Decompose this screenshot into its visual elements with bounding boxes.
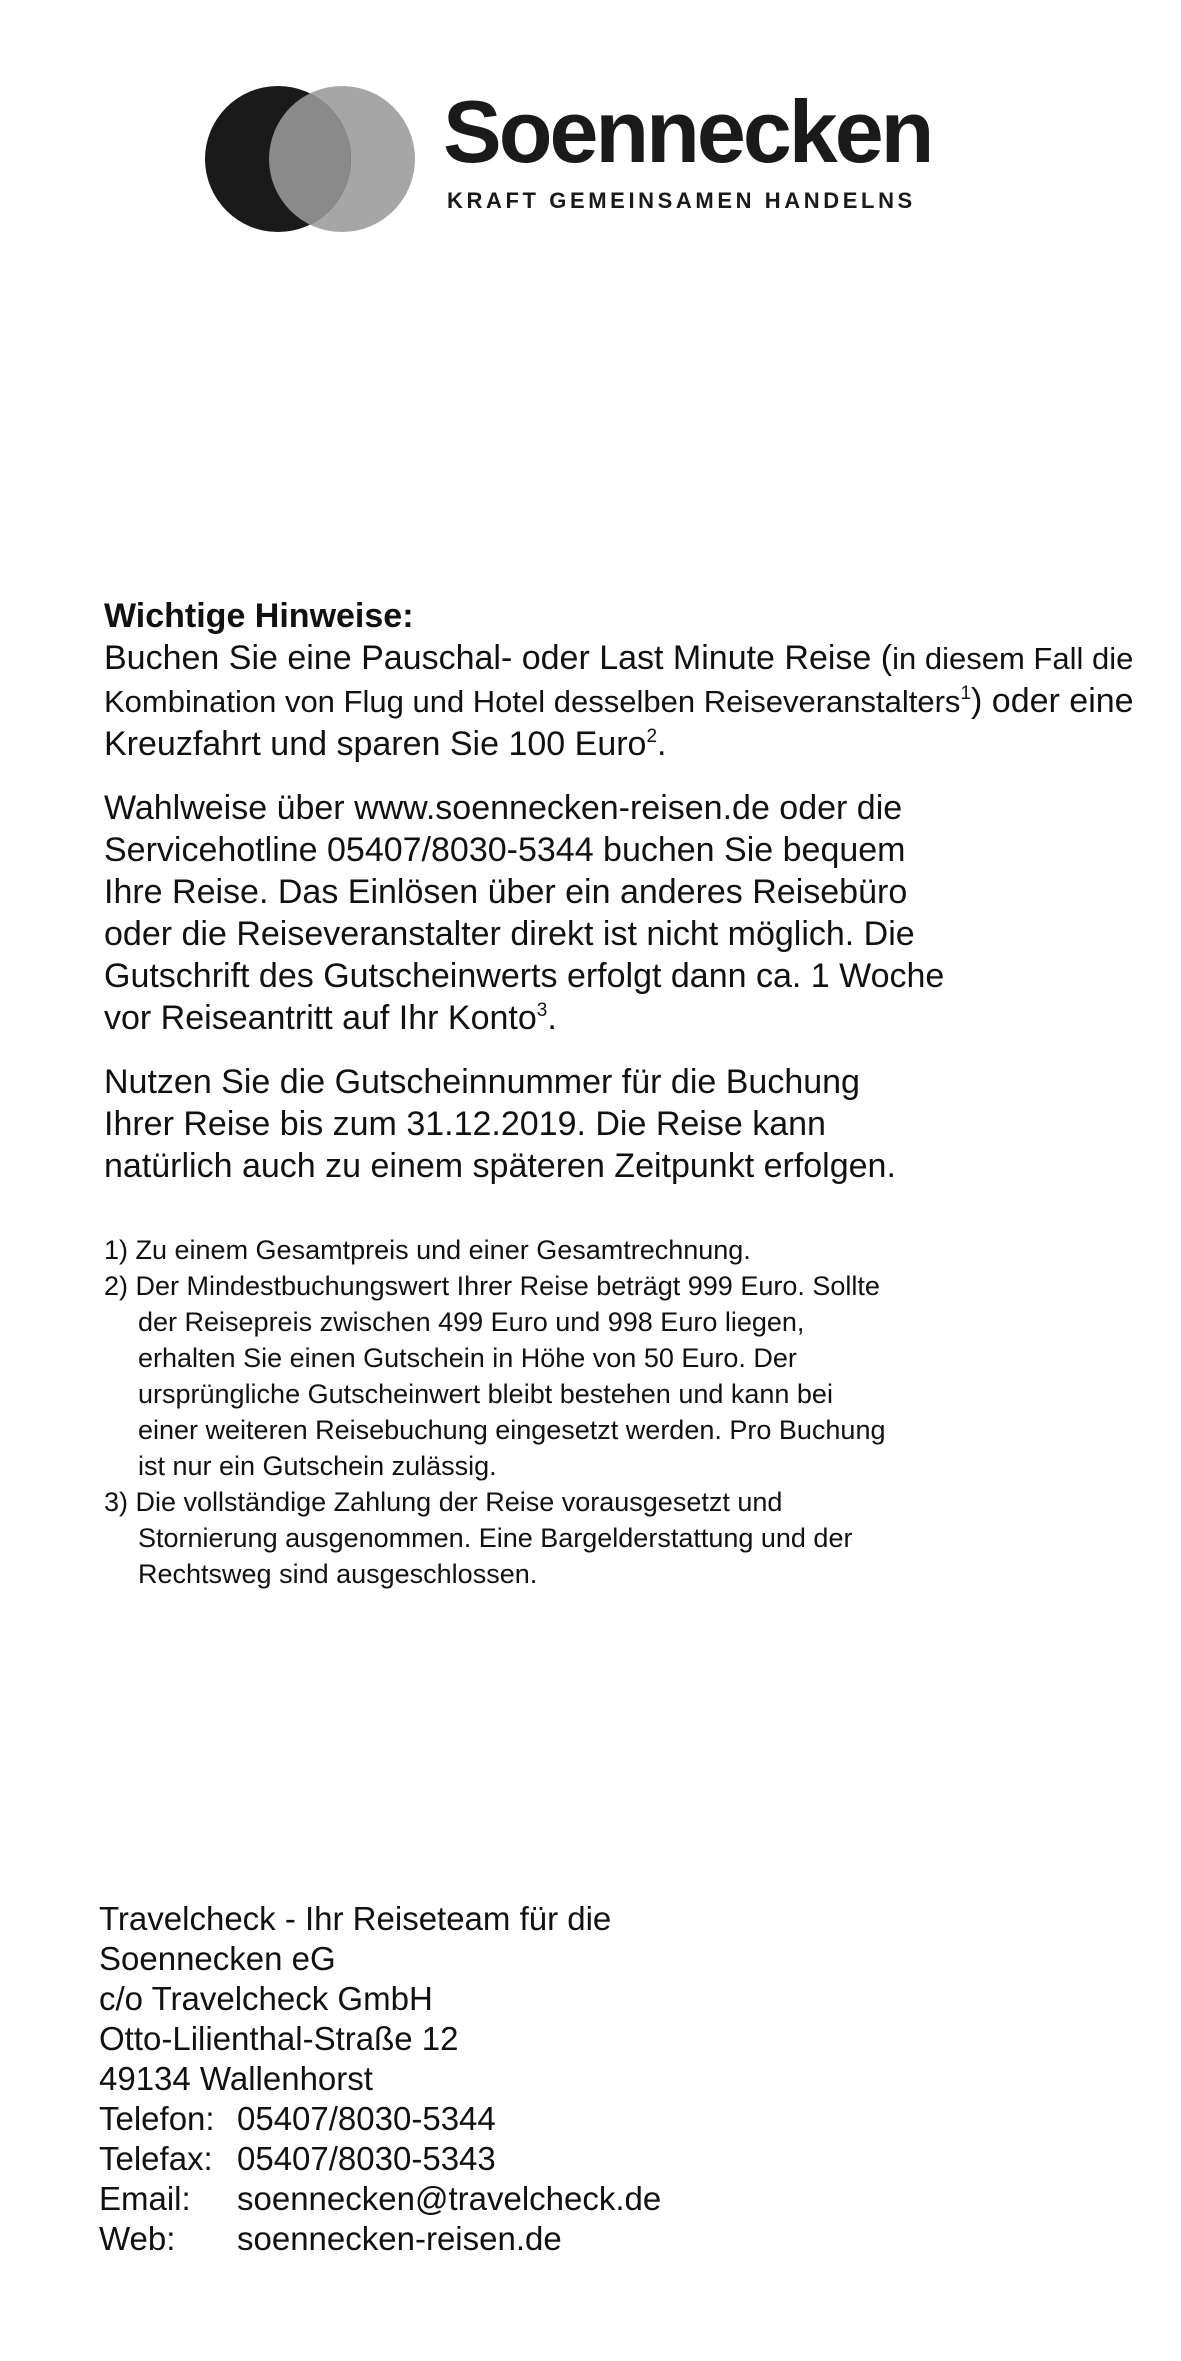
footnote-2: 2) Der Mindestbuchungswert Ihrer Reise beträgt 999 Euro. Sollte der Reisepreis zwischen 499 Euro und 998 Euro liegen, erhalten Sie einen Gutschein in Höhe von 50 Euro. Der ursprüngliche Gutscheinwert bleibt bestehen und kann bei einer weiteren Reisebuchung eingesetzt werden. Pro Buchung ist nur ein Gutschein zulässig. bbox=[104, 1271, 886, 1481]
footnote-ref-3: 3 bbox=[536, 1000, 548, 1021]
footnote-1: 1) Zu einem Gesamtpreis und einer Gesamtrechnung. bbox=[104, 1235, 751, 1265]
offer-text-cruise: oder eine Kreuzfahrt und sparen Sie 100 Euro bbox=[104, 682, 1134, 763]
contact-web-label: Web: bbox=[99, 2220, 176, 2257]
brand-name: Soennecken bbox=[443, 82, 932, 181]
soennecken-logo-icon bbox=[205, 86, 415, 232]
contact-web-value: soennecken-reisen.de bbox=[237, 2220, 562, 2257]
contact-web-row bbox=[99, 2219, 999, 2259]
footnote-ref-1: 1 bbox=[960, 683, 972, 704]
contact-email-row bbox=[99, 2179, 999, 2219]
footnote-3: 3) Die vollständige Zahlung der Reise vorausgesetzt und Stornierung ausgenommen. Eine Bargelderstattung und der Rechtsweg sind ausgeschlossen. bbox=[104, 1487, 853, 1589]
contact-line: Soennecken eG bbox=[99, 1940, 336, 1977]
contact-line: c/o Travelcheck GmbH bbox=[99, 1980, 433, 2017]
contact-phone-row bbox=[99, 2099, 999, 2139]
booking-text: Wahlweise über www.soennecken-reisen.de oder die Servicehotline 05407/8030-5344 buchen Sie bequem Ihre Reise. Das Einlösen über ein anderes Reisebüro oder die Reiseveranstalter direkt ist nicht möglich. Die Gutschrift des Gutscheinwerts erfolgt dann ca. 1 Woche vor Reiseantritt auf Ihr Konto bbox=[104, 789, 945, 1037]
contact-fax-row bbox=[99, 2139, 999, 2179]
notes-paragraph-booking bbox=[104, 787, 964, 1039]
contact-phone-label: Telefon: bbox=[99, 2100, 215, 2137]
brand-logo bbox=[205, 82, 945, 232]
contact-email-label: Email: bbox=[99, 2180, 191, 2217]
booking-text-end: . bbox=[547, 999, 557, 1037]
notes-heading: Wichtige Hinweise: bbox=[104, 597, 414, 635]
contact-block bbox=[99, 1899, 999, 2259]
important-notes bbox=[104, 595, 1179, 1187]
offer-text-condition: in diesem Fall die Kombination von Flug und Hotel desselben Reiseveranstalters bbox=[104, 641, 1134, 719]
contact-address-street: Otto-Lilienthal-Straße 12 bbox=[99, 2020, 459, 2057]
notes-paragraph-offer bbox=[104, 637, 1179, 765]
contact-line: Travelcheck - Ihr Reiseteam für die bbox=[99, 1900, 612, 1937]
offer-text-paren: ) bbox=[971, 682, 983, 720]
contact-fax-label: Telefax: bbox=[99, 2140, 213, 2177]
contact-fax-value: 05407/8030-5343 bbox=[237, 2140, 496, 2177]
footnote-ref-2: 2 bbox=[646, 726, 658, 747]
offer-text-end: . bbox=[657, 725, 667, 763]
contact-phone-value: 05407/8030-5344 bbox=[237, 2100, 496, 2137]
contact-email-value: soennecken@travelcheck.de bbox=[237, 2180, 662, 2217]
footnotes bbox=[104, 1232, 1004, 1592]
notes-paragraph-voucher: Nutzen Sie die Gutscheinnummer für die Buchung Ihrer Reise bis zum 31.12.2019. Die Reise kann natürlich auch zu einem späteren Zeitpunkt erfolgen. bbox=[104, 1063, 896, 1185]
offer-text-start: Buchen Sie eine Pauschal- oder Last Minute Reise ( bbox=[104, 639, 893, 677]
contact-address-city: 49134 Wallenhorst bbox=[99, 2060, 373, 2097]
brand-tagline: KRAFT GEMEINSAMEN HANDELNS bbox=[447, 188, 916, 213]
